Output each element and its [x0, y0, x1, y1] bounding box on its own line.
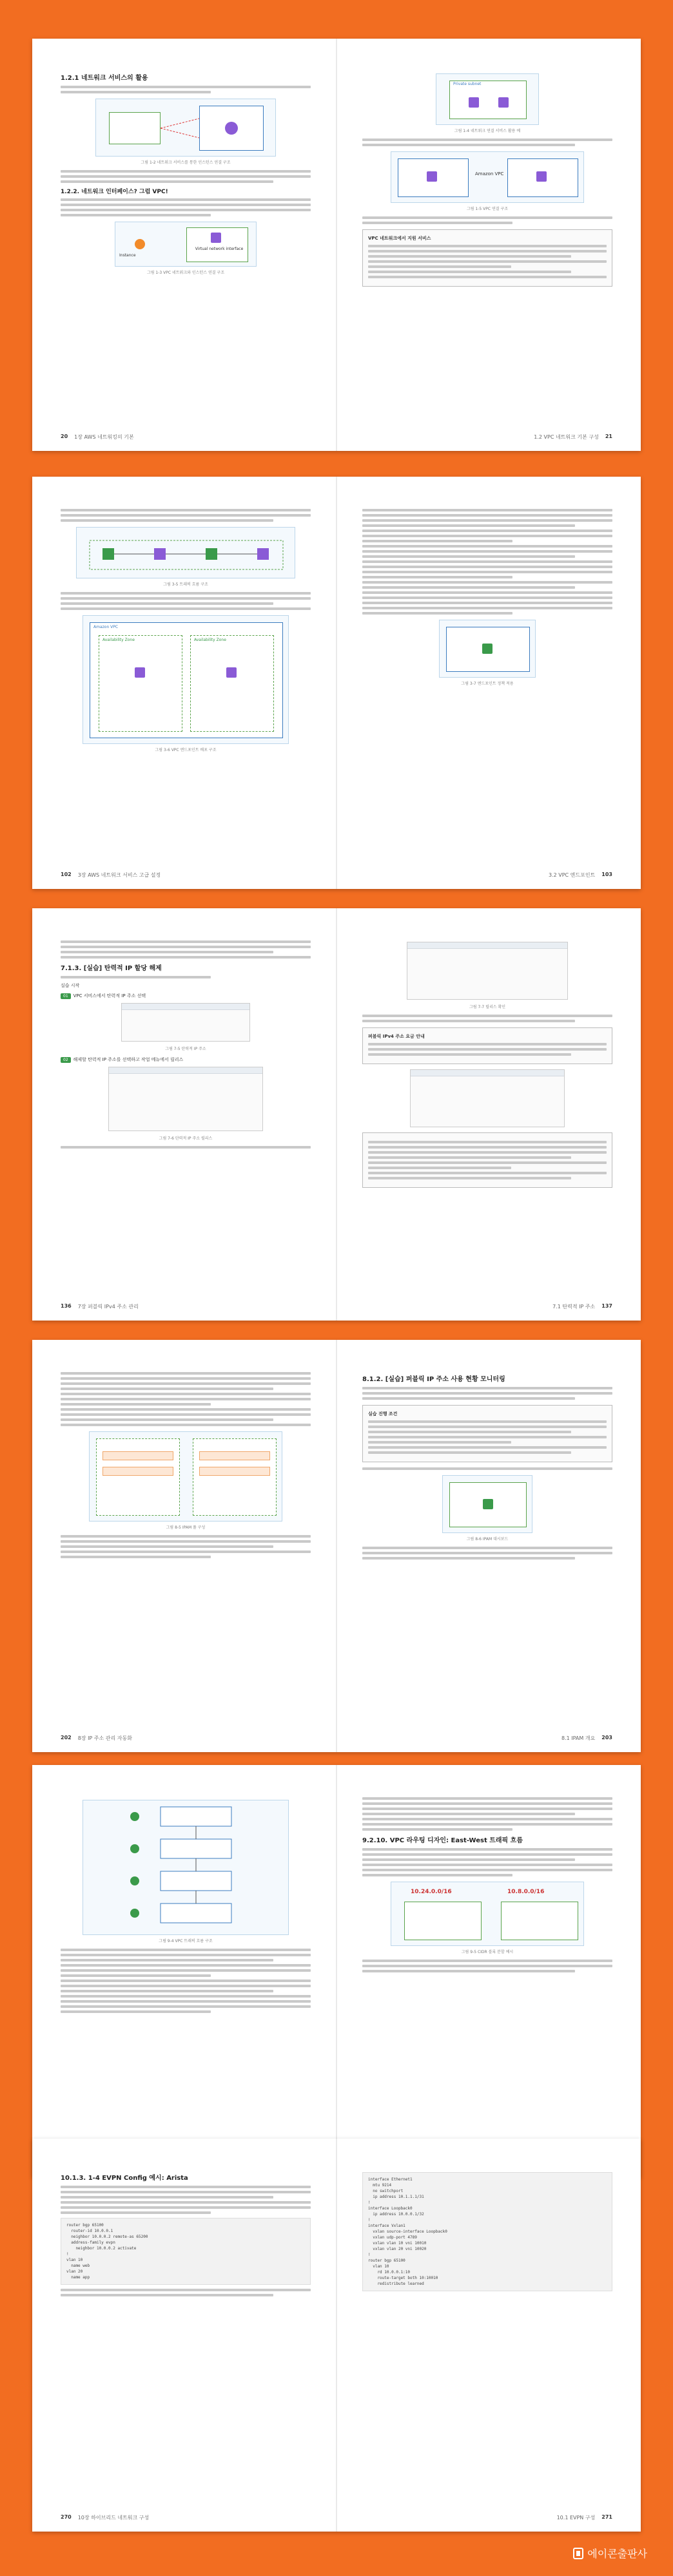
figure [439, 620, 536, 678]
publisher-mark-icon [573, 2548, 583, 2559]
routing-flow-diagram [83, 1800, 289, 1936]
page-right [336, 908, 641, 1321]
page-right [336, 1765, 641, 2177]
page-right [336, 1340, 641, 1752]
vpc-icon [211, 233, 221, 243]
book-spread-6 [32, 2139, 641, 2532]
page-left [32, 2139, 336, 2532]
figure-caption: 그림 8-5 IPAM 풀 구성 [166, 1525, 206, 1530]
page-right [336, 2139, 641, 2532]
figure [76, 527, 295, 578]
book-spread-2 [32, 477, 641, 889]
figure-caption: 그림 1-3 VPC 네트워크와 인스턴스 연결 구조 [146, 271, 225, 275]
page-footer: 7.1 탄력적 IP 주소 137 [552, 1303, 612, 1310]
instance-icon [135, 239, 145, 249]
figure: Private subnet [436, 73, 539, 125]
section-heading: 1.2.1 네트워크 서비스의 활용 [61, 75, 148, 82]
page-left [32, 477, 336, 889]
page-footer: 202 8장 IP 주소 관리 자동화 [61, 1735, 132, 1741]
section-heading: 7.1.3. [실습] 탄력적 IP 할당 해제 [61, 965, 162, 972]
book-spread-3 [32, 908, 641, 1321]
figure [95, 99, 276, 157]
figure-caption: 그림 7-5 탄력적 IP 주소 [165, 1047, 206, 1051]
page-footer: 270 10장 하이브리드 네트워크 구성 [61, 2514, 150, 2521]
page-footer: 136 7장 퍼블릭 IPv4 주소 관리 [61, 1303, 139, 1310]
practice-start: 실습 시작 [61, 983, 80, 988]
section-heading: 9.2.10. VPC 라우팅 디자인: East-West 트래픽 흐름 [362, 1837, 523, 1844]
page-footer: 10.1 EVPN 구성 271 [556, 2514, 612, 2521]
figure-caption: 그림 1-5 VPC 연결 구조 [466, 207, 509, 211]
book-spread-4 [32, 1340, 641, 1752]
figure-caption: 그림 1-4 네트워크 연결 서비스 활용 예 [454, 129, 521, 133]
figure: Instance Virtual network interface [115, 222, 257, 267]
note-box: 실습 진행 조건 [362, 1405, 612, 1462]
page-footer: 3.2 VPC 엔드포인트 103 [548, 872, 612, 878]
figure-caption: 그림 3-5 트래픽 흐름 구조 [163, 582, 208, 587]
figure: 10.24.0.0/16 10.8.0.0/16 [391, 1882, 584, 1946]
code-block: router bgp 65100 router-id 10.0.0.1 neighbor 10.0.0.2 remote-as 65200 address-family evpn neighbor 10.0.0.2 activate ! vlan 10 name web vlan 20 name app [61, 2218, 311, 2285]
step-1: 01 VPC 서비스에서 탄력적 IP 주소 선택 [61, 993, 311, 999]
code-block: interface Ethernet1 mtu 9214 no switchport ip address 10.1.1.1/31 ! interface Loopback0 ip address 10.0.0.1/32 ! interface Vxlan1 vxlan source-interface Loopback0 vxlan udp-port 4789 vxlan vlan 10 vni 10010 vxlan vlan 20 vni 10020 ! router bgp 65100 vlan 10 rd 10.0.0.1:10 route-target both 10:10010 redistribute learned [362, 2172, 612, 2291]
page-footer: 102 3장 AWS 네트워크 서비스 고급 설정 [61, 872, 161, 878]
console-screenshot [121, 1003, 250, 1042]
figure-caption: 그림 3-7 엔드포인트 정책 적용 [461, 682, 514, 686]
section-heading: 10.1.3. 1-4 EVPN Config 예시: Arista [61, 2175, 188, 2182]
step-2: 02 해제할 탄력적 IP 주소를 선택하고 작업 메뉴에서 릴리스 [61, 1056, 311, 1063]
page-footer: 20 1장 AWS 네트워킹의 기본 [61, 434, 134, 440]
figure-caption: 그림 9-4 VPC 트래픽 흐름 구조 [159, 1939, 213, 1943]
figure [442, 1475, 532, 1533]
page-footer: 8.1 IPAM 개요 203 [561, 1735, 612, 1741]
note-box: VPC 네트워크에서 지원 서비스 [362, 229, 612, 287]
section-heading: 1.2.2. 네트워크 인터페이스? 그럼 VPC! [61, 189, 168, 195]
console-screenshot [407, 942, 568, 1000]
figure-caption: 그림 3-6 VPC 엔드포인트 배포 구조 [155, 748, 217, 752]
note-box [362, 1132, 612, 1188]
book-spread-1 [32, 39, 641, 451]
figure: Amazon VPC Availability Zone Availability Zone [83, 615, 289, 744]
page-left [32, 1340, 336, 1752]
figure [89, 1431, 282, 1522]
console-screenshot [108, 1067, 263, 1131]
note-box: 퍼블릭 IPv4 주소 요금 안내 [362, 1027, 612, 1064]
book-spread-5 [32, 1765, 641, 2177]
flow-diagram [77, 528, 296, 579]
console-screenshot [410, 1069, 565, 1127]
page-right [336, 477, 641, 889]
publisher-logo: 에이콘출판사 [573, 2546, 647, 2561]
figure-caption: 그림 1-2 네트워크 서비스를 통한 인스턴스 연결 구조 [141, 160, 231, 165]
figure-caption: 그림 7-7 릴리스 확인 [469, 1005, 506, 1009]
network-diagram [96, 99, 277, 157]
figure-caption: 그림 7-6 탄력적 IP 주소 릴리스 [159, 1136, 213, 1141]
page-left [32, 1765, 336, 2177]
page-left [32, 39, 336, 451]
figure [83, 1800, 289, 1935]
figure-caption: 그림 8-6 IPAM 대시보드 [466, 1537, 509, 1541]
page-footer: 1.2 VPC 네트워크 기본 구성 21 [534, 434, 612, 440]
page-right [336, 39, 641, 451]
figure-caption: 그림 9-5 CIDR 블록 분할 예시 [461, 1950, 514, 1954]
section-heading: 8.1.2. [실습] 퍼블릭 IP 주소 사용 현황 모니터링 [362, 1376, 505, 1383]
figure: Amazon VPC [391, 151, 584, 203]
page-left [32, 908, 336, 1321]
